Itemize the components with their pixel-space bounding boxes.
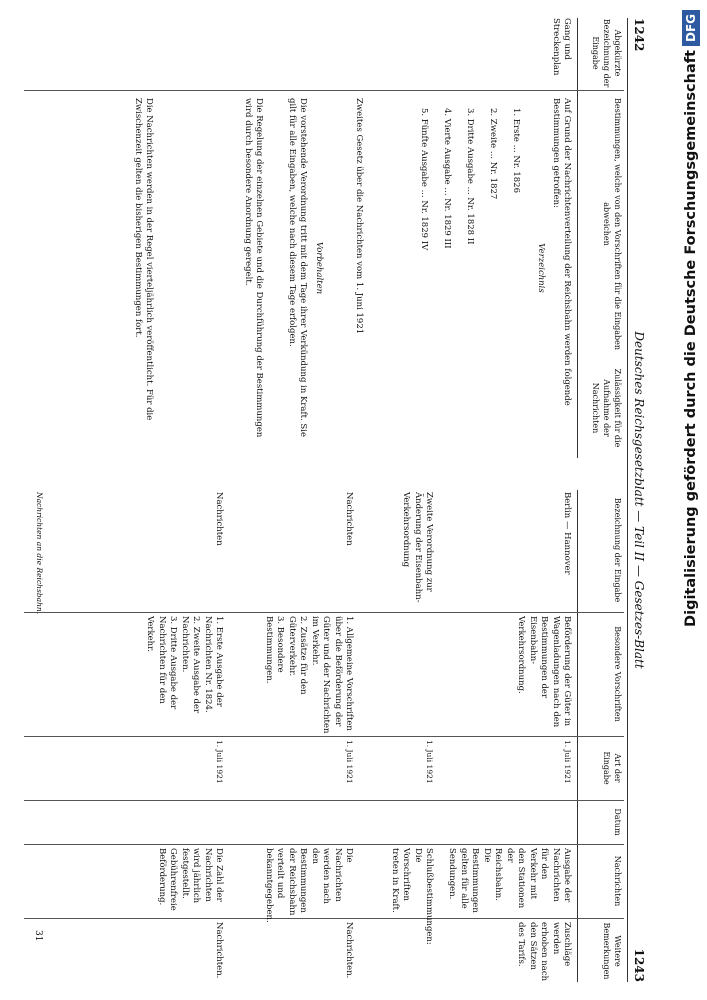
- right-half: [24, 490, 624, 982]
- row-notes: Ausgabe der Nachrichten für den Verkehr mit den Stationen der Reichsbahn. Die Bestimmungen gelten für alle Sendungen.: [447, 848, 572, 913]
- col-header-2: Bestimmungen, welche von den Vorschriften für die Eingaben abweichen: [602, 98, 622, 350]
- row-date: 1. Juli 1921: [345, 740, 354, 784]
- col-header-1: Abgekürzte Bezeichnung der Eingabe: [591, 18, 622, 88]
- row-label: Berlin — Hannover: [562, 492, 572, 575]
- dfg-watermark: [676, 0, 707, 1000]
- row-notes: Die Nachrichten werden nach den Bestimmungen der Reichsbahn verteilt und bekanntgegeben.: [263, 848, 354, 923]
- dfg-watermark-strip: [676, 0, 707, 1000]
- row-text: 1. Allgemeine Vorschriften über die Beförderung der Güter und der Nachrichten im Verkehr. 2. Zusätze für den Güterverkehr. 3. Besondere Bestimmungen.: [263, 616, 354, 734]
- list-item: 4. Vierte Ausgabe ... Nr. 1829 III: [441, 108, 452, 249]
- col-header-2: Besondere Vorschriften: [613, 626, 622, 722]
- page-number-left: 1242: [632, 18, 646, 52]
- row-remarks: Nachrichten.: [214, 922, 224, 979]
- page-header: [627, 18, 650, 982]
- col-header-4: Datum: [613, 808, 622, 836]
- entry-subheading: Verzeichnis: [536, 243, 546, 293]
- row-text: 1. Erste Ausgabe der Nachrichten Nr. 1824. 2. Zweite Ausgabe der Nachrichten. 3. Dritte Ausgabe der Nachrichten für den Verkehr.: [145, 616, 224, 714]
- entry-text: Zweites Gesetz über die Nachrichten vom 1. Juni 1921: [354, 98, 364, 335]
- row-remarks: Zuschläge werden erhoben nach den Sätzen des Tarifs.: [516, 922, 572, 982]
- list-item: 3. Dritte Ausgabe ... Nr. 1828 II: [464, 108, 475, 245]
- running-title: Deutsches Reichsgesetzblatt — Teil II — Gesetzes-Blatt: [632, 331, 646, 669]
- row-notes: Schlußbestimmungen: Die Vorschriften treten in Kraft.: [389, 848, 434, 945]
- col-header-1: Bezeichnung der Eingabe: [613, 497, 622, 603]
- row-date: 1. Juli 1921: [425, 740, 434, 784]
- entry-label: Gang und Streckenplan: [550, 18, 572, 76]
- column-rule: [24, 800, 624, 801]
- list-item: 5. Fünfte Ausgabe ... Nr. 1829 IV: [418, 108, 429, 251]
- row-label: Zweite Verordnung zur Änderung der Eisenbahn-Verkehrsordnung: [401, 492, 434, 603]
- entry-body: Die vorstehende Verordnung tritt mit dem Tage ihrer Verkündung in Kraft. Sie gilt für alle Eingaben, welche nach diesem Tage erfolgen.: [286, 98, 308, 438]
- col-header-3: Art der Eingabe: [602, 751, 622, 785]
- column-rule: [24, 736, 624, 737]
- row-notes: Die Zahl der Nachrichten wird jährlich festgestellt. Gebührenfreie Beförderung.: [156, 848, 224, 911]
- dfg-watermark-text: Digitalisierung gefördert durch die Deutsche Forschungsgemeinschaft: [683, 50, 699, 627]
- left-half: [24, 18, 624, 458]
- row-date: 1. Juli 1921: [215, 740, 224, 784]
- col-header-6: Weitere Bemerkungen: [602, 922, 622, 980]
- row-date: 1. Juli 1921: [563, 740, 572, 784]
- entry-subheading: Vorbehalten: [314, 241, 324, 295]
- list-item: 2. Zweite ... Nr. 1827: [487, 108, 498, 200]
- dfg-logo-badge: DFG: [682, 10, 700, 46]
- col-header-5: Nachrichten: [613, 855, 622, 907]
- page-number-right: 1243: [632, 948, 646, 982]
- column-rule: [24, 90, 624, 91]
- column-rule: [24, 612, 624, 613]
- page-number-bottom: 31: [33, 930, 43, 942]
- column-rule: [24, 918, 624, 919]
- row-remarks: Nachrichten.: [344, 922, 354, 979]
- list-item: 1. Erste ... Nr. 1826: [510, 108, 521, 193]
- entry-list: [406, 108, 532, 408]
- column-rule: [24, 844, 624, 845]
- entry-body: Die Regelung der einzelnen Gebiete und die Durchführung der Bestimmungen wird durch besondere Anordnung geregelt.: [242, 98, 264, 438]
- entry-text: Auf Grund der Nachrichtenverteilung der Reichsbahn werden folgende Bestimmungen getroffen:: [550, 98, 572, 406]
- row-label: Nachrichten: [214, 492, 224, 546]
- row-text: Beförderung der Güter in Wagenladungen nach den Bestimmungen der Eisenbahn-Verkehrsordnung.: [516, 616, 572, 728]
- col-header-3: Zulässigkeit für die Aufnahme der Nachrichten: [591, 368, 622, 448]
- footer-note: Nachrichten an die Reichsbahn.: [35, 492, 44, 615]
- left-column-headers: [577, 18, 624, 458]
- entry-body: Die Nachrichten werden in der Regel vierteljährlich veröffentlicht. Für die Zwischenzeit gelten die bisherigen Bestimmungen fort.: [132, 98, 154, 421]
- row-label: Nachrichten: [344, 492, 354, 546]
